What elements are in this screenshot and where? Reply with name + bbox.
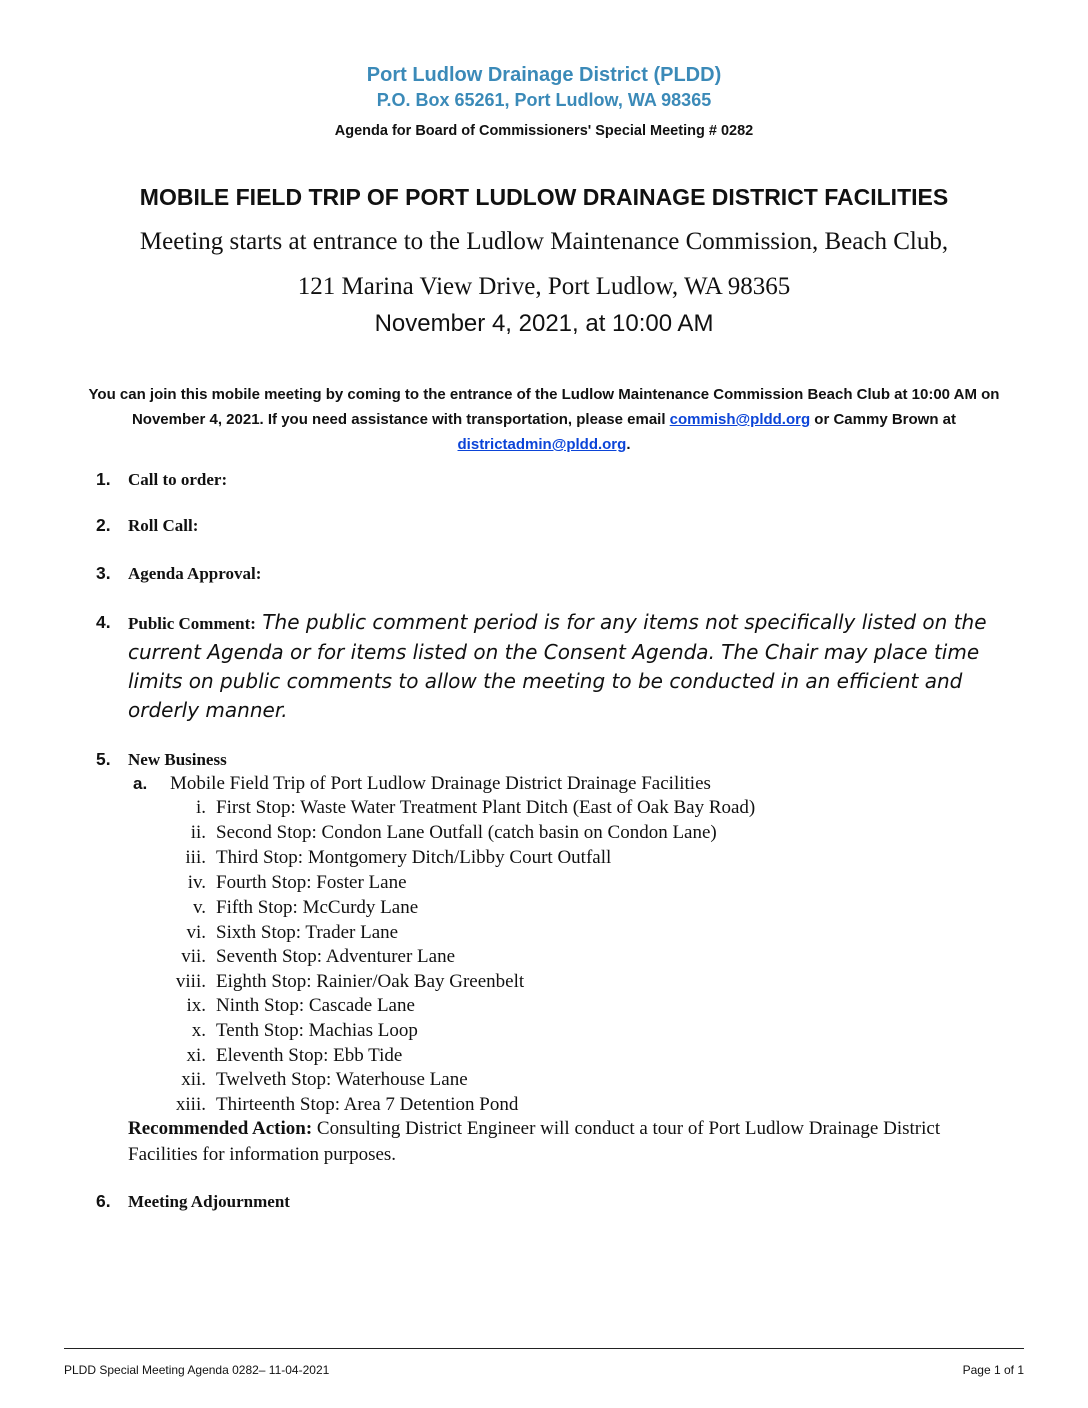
stop-number: ix. xyxy=(186,995,206,1016)
list-item: Fifth Stop: McCurdy Lane xyxy=(216,897,419,918)
notice-text-1: You can join this mobile meeting by coming to the entrance of the Ludlow Maintenance Commission Beach Club at 10:00 AM on November 4, 2021. If you need assistance with transportation, please email xyxy=(88,386,1000,428)
item-number-6: 6. xyxy=(96,1191,111,1211)
email-link-districtadmin[interactable]: districtadmin@pldd.org xyxy=(457,436,627,453)
agenda-heading: Agenda for Board of Commissioners' Special Meeting # 0282 xyxy=(334,123,754,139)
item-meeting-adjournment: Meeting Adjournment xyxy=(128,1192,290,1211)
org-name: Port Ludlow Drainage District (PLDD) xyxy=(366,64,722,86)
list-item: First Stop: Waste Water Treatment Plant Ditch (East of Oak Bay Road) xyxy=(216,797,756,818)
list-item: Tenth Stop: Machias Loop xyxy=(216,1020,418,1041)
list-item: Third Stop: Montgomery Ditch/Libby Court Outfall xyxy=(216,847,612,868)
location-line-2: 121 Marina View Drive, Port Ludlow, WA 98365 xyxy=(297,273,791,300)
item-number-5: 5. xyxy=(96,749,111,769)
footer-page-number: Page 1 of 1 xyxy=(962,1363,1024,1377)
notice-text-2: or Cammy Brown at xyxy=(810,411,957,428)
stop-number: viii. xyxy=(175,971,206,992)
list-item: Second Stop: Condon Lane Outfall (catch basin on Condon Lane) xyxy=(216,822,717,843)
stop-number: x. xyxy=(191,1020,206,1041)
org-address: P.O. Box 65261, Port Ludlow, WA 98365 xyxy=(376,90,712,110)
page-title: MOBILE FIELD TRIP OF PORT LUDLOW DRAINAGE DISTRICT FACILITIES xyxy=(139,184,949,210)
recommended-action-text: Consulting District Engineer will conduct a tour of Port Ludlow Drainage District Facilities for information purposes. xyxy=(128,1118,941,1165)
email-link-commish[interactable]: commish@pldd.org xyxy=(669,411,811,428)
item-number-3: 3. xyxy=(96,563,111,583)
item-public-comment xyxy=(128,608,1028,725)
footer-document-id: PLDD Special Meeting Agenda 0282– 11-04-2021 xyxy=(64,1363,330,1377)
list-item: Thirteenth Stop: Area 7 Detention Pond xyxy=(216,1094,519,1115)
item-agenda-approval: Agenda Approval: xyxy=(128,564,262,583)
stop-number: i. xyxy=(195,797,206,818)
item-call-to-order: Call to order: xyxy=(128,470,228,489)
list-item: Seventh Stop: Adventurer Lane xyxy=(216,946,456,967)
stop-number: vii. xyxy=(181,946,206,967)
item-roll-call: Roll Call: xyxy=(128,516,199,535)
sub-item-letter-a: a. xyxy=(133,774,148,793)
public-comment-label: Public Comment: xyxy=(128,614,256,633)
stop-number: xi. xyxy=(186,1045,206,1066)
stop-number: iv. xyxy=(187,872,206,893)
sub-item-field-trip: Mobile Field Trip of Port Ludlow Drainage District Drainage Facilities xyxy=(170,773,711,794)
item-new-business: New Business xyxy=(128,750,227,769)
list-item: Sixth Stop: Trader Lane xyxy=(216,922,399,943)
list-item: Eleventh Stop: Ebb Tide xyxy=(216,1045,403,1066)
list-item: Ninth Stop: Cascade Lane xyxy=(216,995,415,1016)
item-number-2: 2. xyxy=(96,515,111,535)
meeting-datetime: November 4, 2021, at 10:00 AM xyxy=(374,310,714,337)
join-notice xyxy=(60,382,1028,457)
public-comment-text: The public comment period is for any items not specifically listed on the current Agenda or for items listed on the Consent Agenda. The Chair may place time limits on public comments to allow the meeting to be conducted in an efficient and orderly manner. xyxy=(128,610,987,722)
stop-number: ii. xyxy=(190,822,206,843)
stop-number: iii. xyxy=(185,847,206,868)
item-number-1: 1. xyxy=(96,469,111,489)
list-item: Twelveth Stop: Waterhouse Lane xyxy=(216,1069,468,1090)
recommended-action xyxy=(128,1116,1008,1168)
recommended-action-label: Recommended Action: xyxy=(128,1118,313,1139)
list-item: Fourth Stop: Foster Lane xyxy=(216,872,407,893)
footer-divider xyxy=(64,1348,1024,1349)
list-item: Eighth Stop: Rainier/Oak Bay Greenbelt xyxy=(216,971,525,992)
stop-number: v. xyxy=(192,897,206,918)
notice-text-3: . xyxy=(626,436,631,453)
stop-number: xiii. xyxy=(175,1094,206,1115)
item-number-4: 4. xyxy=(96,612,111,632)
stop-number: vi. xyxy=(186,922,206,943)
stop-number: xii. xyxy=(181,1069,206,1090)
location-line-1: Meeting starts at entrance to the Ludlow Maintenance Commission, Beach Club, xyxy=(139,228,949,255)
